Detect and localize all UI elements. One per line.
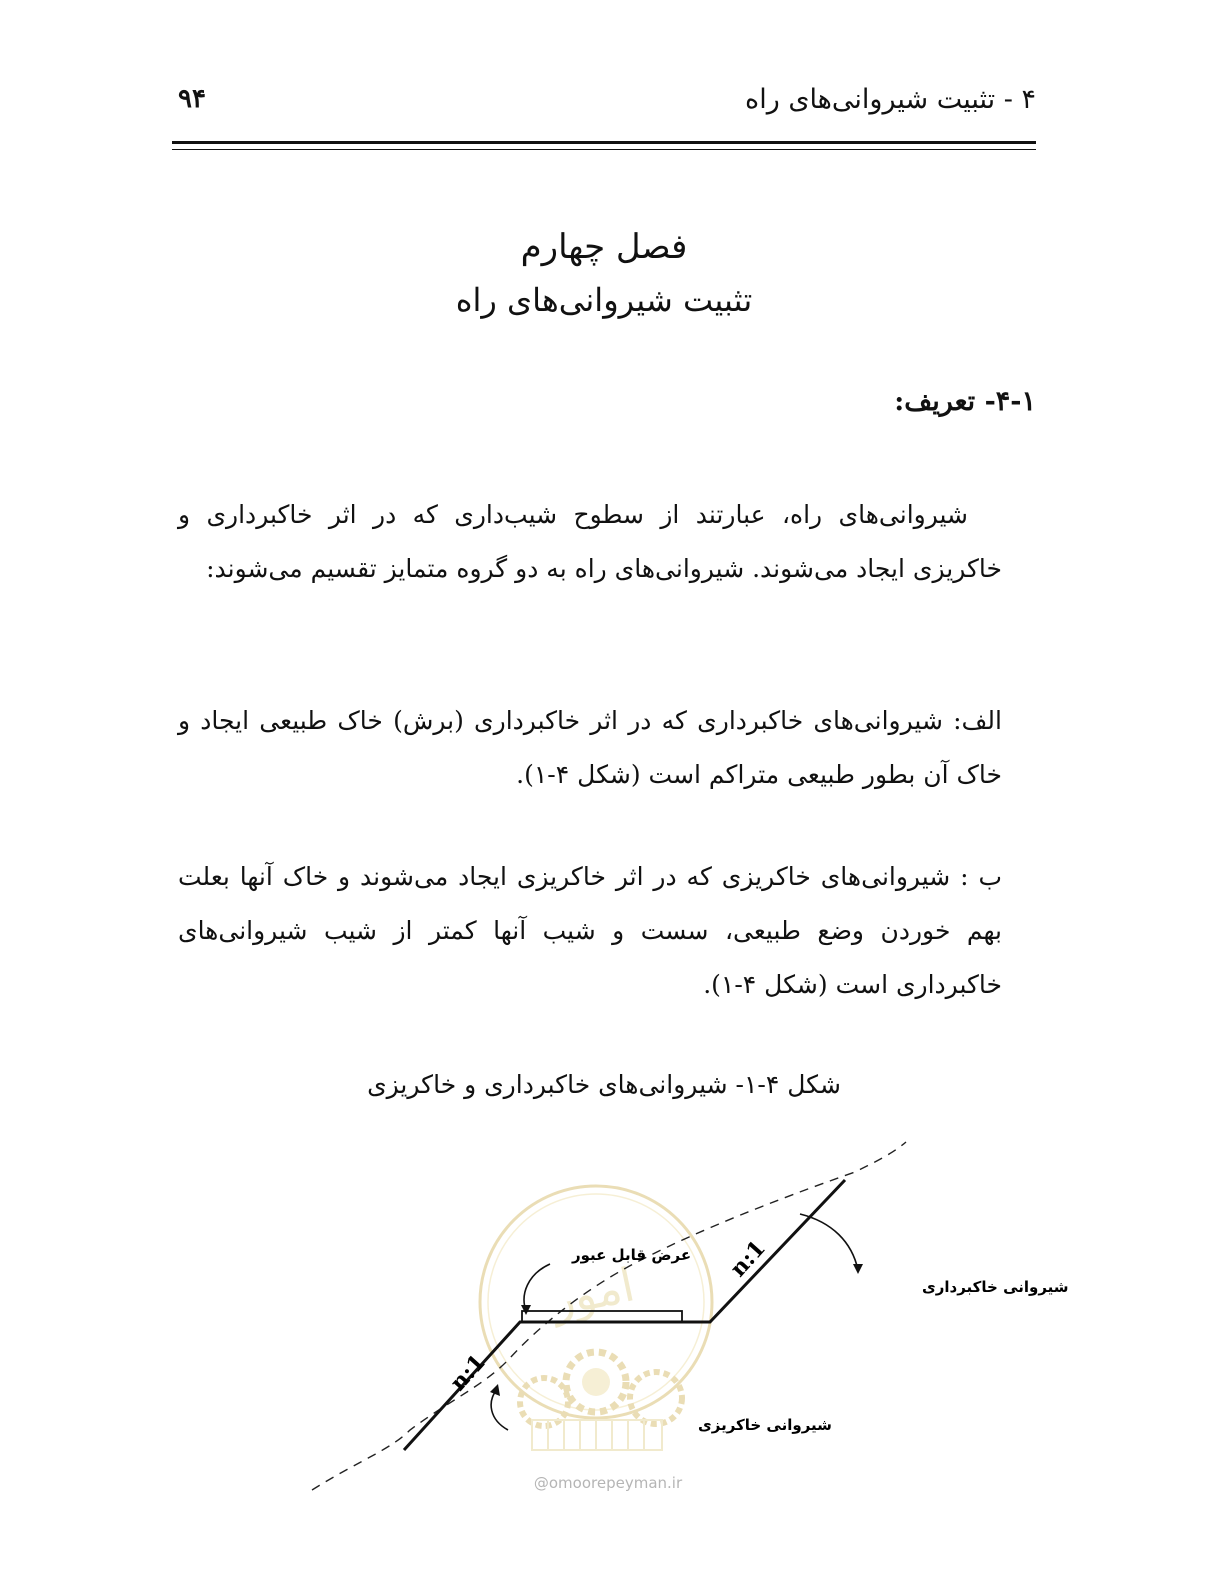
fill-slope-label: شیروانی خاکریزی [698,1416,832,1434]
list-item-a-text: شیروانی‌های خاکبرداری که در اثر خاکبرداری (برش) خاک طبیعی ایجاد و خاک آن بطور طبیعی متراکم است (شکل ۴-۱). [178,706,1002,789]
slope-diagram [300,1130,1069,1500]
list-item-b [178,850,1002,1012]
slope-ratio-right: n:1 [725,1235,771,1283]
page-header [172,78,1036,122]
page-number: ۹۴ [178,84,206,114]
slope-ratio-left: n:1 [445,1349,491,1397]
running-title: ۴ - تثبیت شیروانی‌های راه [745,84,1036,115]
list-item-a [178,694,1002,802]
list-item-b-marker: ب : [960,862,1003,891]
svg-text:امور: امور [546,1257,640,1328]
header-rule [172,141,1036,150]
carriageway-leader [524,1264,550,1311]
cut-slope-arrowhead [853,1264,863,1274]
watermark-url: @omoorepeyman.ir [533,1474,683,1492]
list-item-b-text: شیروانی‌های خاکریزی که در اثر خاکریزی ایجاد می‌شوند و خاک آنها بعلت بهم خوردن وضع طبیعی، سست و شیب آنها کمتر از شیب شیروانی‌های خاکبرداری است (شکل ۴-۱). [178,862,1002,999]
section-heading: ۴-۱- تعریف: [894,386,1036,417]
list-item-a-marker: الف: [953,706,1002,735]
watermark-logo [480,1186,712,1450]
cut-slope-leader [800,1214,858,1270]
chapter-label: فصل چهارم [520,227,688,267]
cut-slope-label: شیروانی خاکبرداری [922,1278,1069,1296]
chapter-title: تثبیت شیروانی‌های راه [455,281,753,319]
chapter-heading [172,220,1036,326]
fill-slope-arrowhead [490,1384,500,1396]
road-section-line [404,1180,845,1450]
figure-caption: شکل ۴-۱- شیروانی‌های خاکبرداری و خاکریزی [367,1070,841,1099]
carriageway-label: عرض قابل عبور [572,1246,692,1264]
intro-paragraph: شیروانی‌های راه، عبارتند از سطوح شیب‌داری که در اثر خاکبرداری و خاکریزی ایجاد می‌شوند. شیروانی‌های راه به دو گروه متمایز تقسیم می‌شوند: [178,500,1002,583]
